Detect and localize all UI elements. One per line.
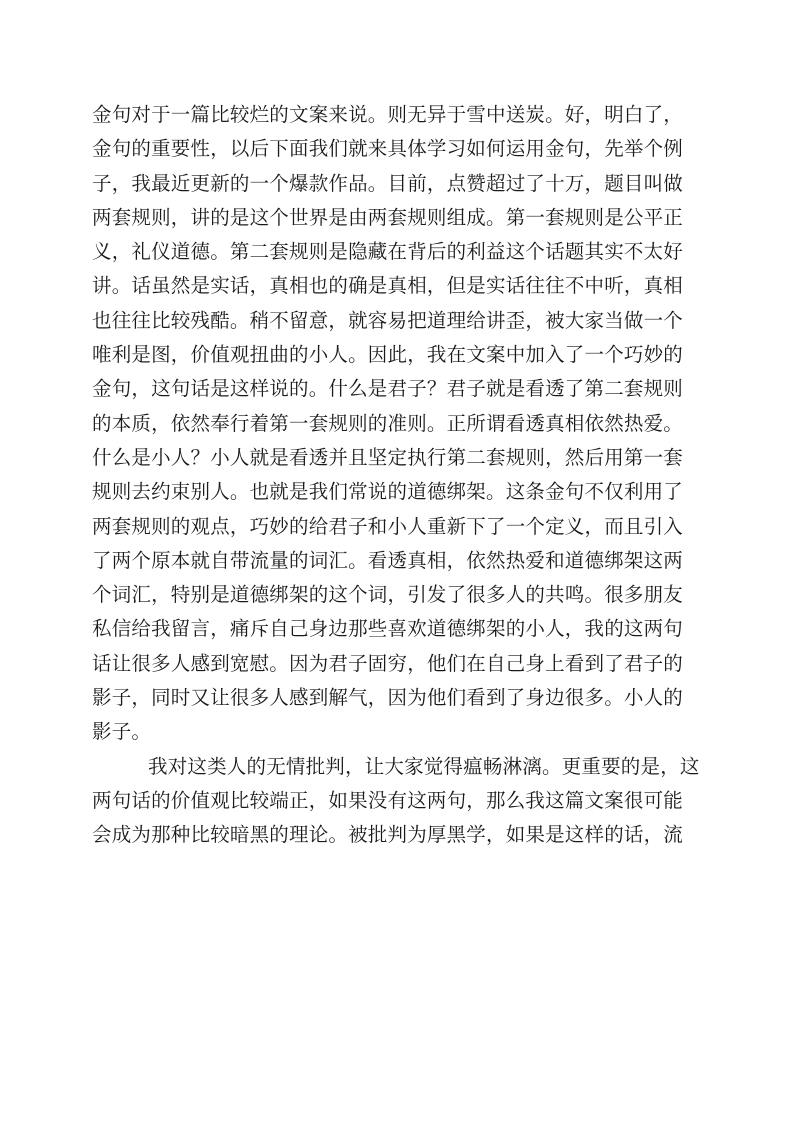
text-line: 的本质，依然奉行着第一套规则的准则。正所谓看透真相依然热爱。 (92, 411, 684, 435)
text-line: 金句对于一篇比较烂的文案来说。则无异于雪中送炭。好，明白了， (92, 103, 684, 126)
text-line: 影子，同时又让很多人感到解气，因为他们看到了身边很多。小人的 (92, 686, 684, 710)
text-line: 两套规则，讲的是这个世界是由两套规则组成。第一套规则是公平正 (92, 205, 684, 229)
body-text (92, 98, 712, 853)
text-line: 规则去约束别人。也就是我们常说的道德绑架。这条金句不仅利用了 (92, 480, 684, 504)
paragraph (92, 750, 712, 853)
text-line: 话让很多人感到宽慰。因为君子固穷，他们在自己身上看到了君子的 (92, 651, 684, 675)
text-line: 唯利是图，价值观扭曲的小人。因此，我在文案中加入了一个巧妙的 (92, 343, 684, 367)
text-line: 了两个原本就自带流量的词汇。看透真相，依然热爱和道德绑架这两 (92, 548, 684, 572)
paragraph (92, 98, 712, 750)
text-line: 什么是小人？小人就是看透并且坚定执行第二套规则，然后用第一套 (92, 445, 684, 469)
text-line: 义，礼仪道德。第二套规则是隐藏在背后的利益这个话题其实不太好 (92, 240, 684, 264)
text-line: 也往往比较残酷。稍不留意，就容易把道理给讲歪，被大家当做一个 (92, 308, 684, 332)
text-line: 讲。话虽然是实话，真相也的确是真相，但是实话往往不中听，真相 (92, 274, 684, 298)
text-line: 子，我最近更新的一个爆款作品。目前，点赞超过了十万，题目叫做 (92, 171, 684, 195)
text-line: 我对这类人的无情批判，让大家觉得瘟畅淋漓。更重要的是，这 (148, 754, 700, 778)
text-line: 会成为那种比较暗黑的理论。被批判为厚黑学，如果是这样的话，流 (92, 823, 684, 847)
text-line: 两套规则的观点，巧妙的给君子和小人重新下了一个定义，而且引入 (92, 514, 684, 538)
text-line: 金句的重要性，以后下面我们就来具体学习如何运用金句，先举个例 (92, 137, 684, 161)
text-line: 影子。 (92, 720, 152, 744)
text-line: 金句，这句话是这样说的。什么是君子？君子就是看透了第二套规则 (92, 377, 684, 401)
text-line: 私信给我留言，痛斥自己身边那些喜欢道德绑架的小人，我的这两句 (92, 617, 684, 641)
text-line: 个词汇，特别是道德绑架的这个词，引发了很多人的共鸣。很多朋友 (92, 583, 684, 607)
text-line: 两句话的价值观比较端正，如果没有这两句，那么我这篇文案很可能 (92, 788, 684, 812)
